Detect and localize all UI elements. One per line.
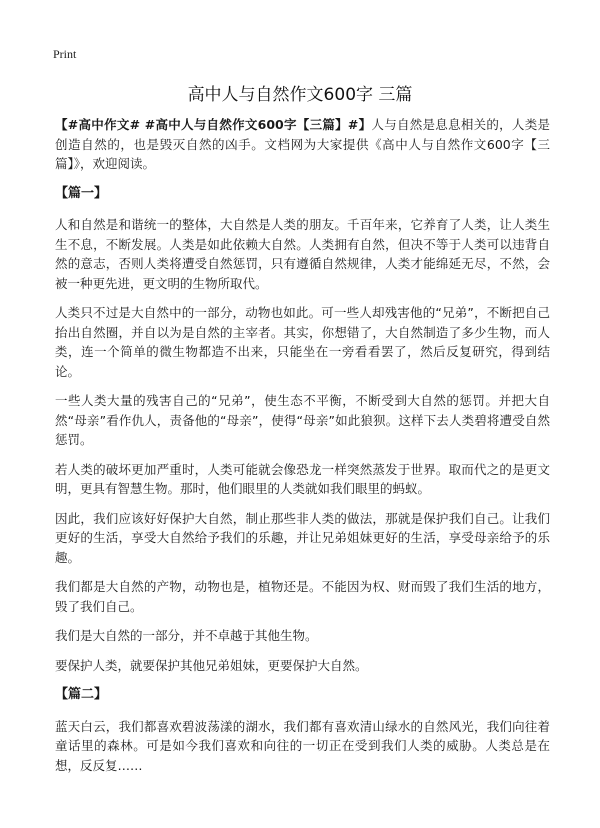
section-heading-1: 【篇一】 bbox=[55, 185, 108, 201]
intro-text: 人与自然是息息相关的，人类是创造自然的，也是毁灭自然的凶手。文档网为大家提供《高中人与自然作文600字【三篇】》，欢迎阅读。 bbox=[55, 117, 550, 171]
intro-paragraph bbox=[55, 115, 550, 174]
paragraph: 蓝天白云，我们都喜欢碧波荡漾的湖水，我们都有喜欢清山绿水的自然风光，我们向往着童话里的森林。可是如今我们喜欢和向往的一切正在受到我们人类的威胁。人类总是在想，反反复…… bbox=[55, 718, 550, 773]
article-body bbox=[55, 115, 550, 785]
paragraph: 人和自然是和谐统一的整体，大自然是人类的朋友。千百年来，它养育了人类，让人类生生不息，不断发展。人类是如此依赖大自然。人类拥有自然，但决不等于人类可以违背自然的意志，否则人类将遭受自然惩罚，只有遵循自然规律，人类才能绵延无尽，不然，会被一种更先进，更文明的生物所取代。 bbox=[55, 217, 550, 291]
paragraph: 若人类的破坏更加严重时，人类可能就会像恐龙一样突然蒸发于世界。取而代之的是更文明，更具有智慧生物。那时，他们眼里的人类就如我们眼里的蚂蚁。 bbox=[55, 461, 550, 496]
paragraph: 我们都是大自然的产物，动物也是，植物还是。不能因为权、财而毁了我们生活的地方，毁了我们自己。 bbox=[55, 579, 550, 614]
paragraph: 我们是大自然的一部分，并不卓越于其他生物。 bbox=[55, 628, 318, 643]
paragraph: 因此，我们应该好好保护大自然，制止那些非人类的做法，那就是保护我们自己。让我们更好的生活，享受大自然给予我们的乐趣，并让兄弟姐妹更好的生活，享受母亲给予的乐趣。 bbox=[55, 510, 550, 565]
paragraph: 要保护人类，就要保护其他兄弟姐妹，更要保护大自然。 bbox=[55, 657, 368, 673]
page-title: 高中人与自然作文600字 三篇 bbox=[187, 85, 413, 105]
print-link[interactable]: Print bbox=[53, 47, 77, 61]
intro-tag: 【#高中作文# #高中人与自然作文600字【三篇】#】 bbox=[55, 117, 372, 132]
paragraph: 人类只不过是大自然中的一部分，动物也如此。可一些人却残害他的“兄弟”，不断把自己抬出自然圈，并自以为是自然的主宰者。其实，你想错了，大自然制造了多少生物，而人类，连一个简单的微生物都造不出来，只能坐在一旁看看罢了，然后反复研究，得到结论。 bbox=[55, 305, 550, 379]
paragraph: 一些人类大量的残害自己的“兄弟”，使生态不平衡，不断受到大自然的惩罚。并把大自然“母亲”看作仇人，责备他的“母亲”，使得“母亲”如此狼狈。这样下去人类碧将遭受自然惩罚。 bbox=[55, 393, 550, 447]
section-heading-2: 【篇二】 bbox=[55, 687, 108, 702]
